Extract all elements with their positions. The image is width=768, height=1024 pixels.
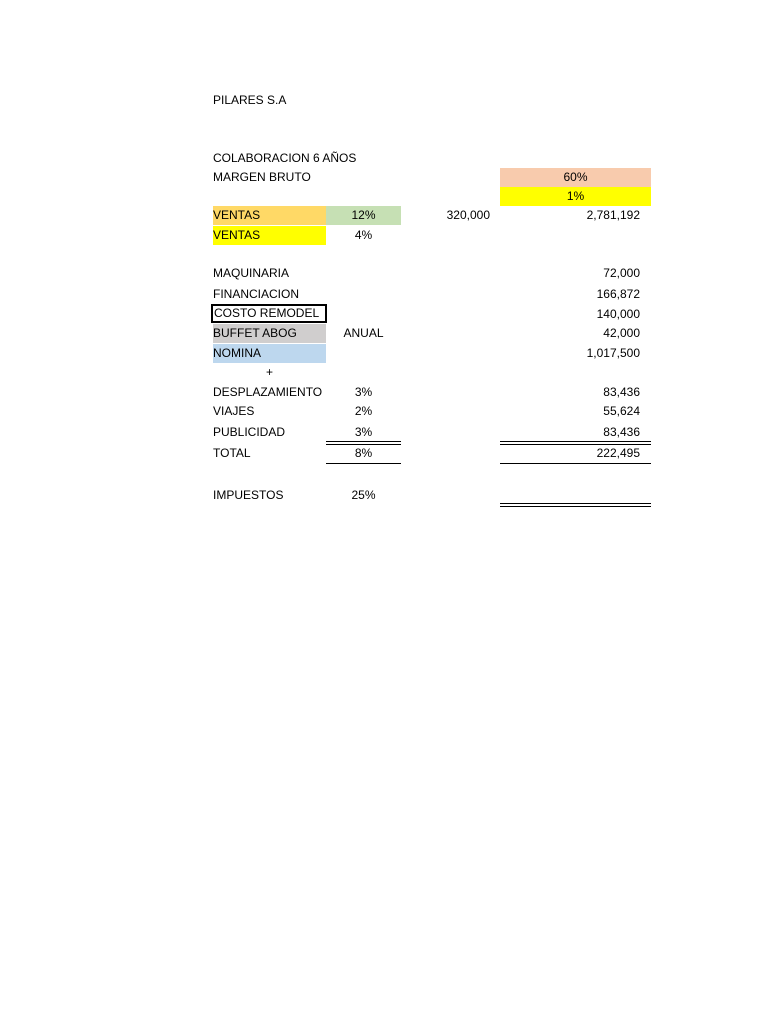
maquinaria-value: 72,000 — [603, 266, 640, 280]
publicidad-percent: 3% — [354, 425, 373, 439]
impuestos-label: IMPUESTOS — [213, 488, 284, 502]
margen-bruto-label: MARGEN BRUTO — [213, 170, 311, 184]
anual-label: ANUAL — [343, 326, 384, 340]
financiacion-label: FINANCIACION — [213, 287, 300, 301]
colaboracion-label: COLABORACION 6 AÑOS — [213, 151, 357, 165]
publicidad-value: 83,436 — [603, 425, 640, 439]
margen-bruto-percent: 60% — [500, 168, 651, 187]
costo-remodel-value: 140,000 — [596, 307, 640, 321]
publicidad-label: PUBLICIDAD — [213, 425, 286, 439]
plus-sign: + — [265, 365, 273, 379]
viajes-percent: 2% — [354, 404, 373, 418]
costo-remodel-label: COSTO REMODEL — [211, 304, 327, 323]
total-value-underline — [500, 463, 651, 464]
ventas-label-2: VENTAS — [213, 226, 326, 245]
nomina-value: 1,017,500 — [586, 346, 640, 360]
maquinaria-label: MAQUINARIA — [213, 266, 290, 280]
total-label: TOTAL — [213, 446, 251, 460]
percent-double-line-top — [326, 441, 401, 442]
impuestos-double-line-top — [500, 503, 651, 504]
impuestos-percent: 25% — [351, 488, 376, 502]
value-double-line-top — [500, 441, 651, 442]
viajes-label: VIAJES — [213, 404, 255, 418]
total-percent-underline — [326, 463, 401, 464]
margen-sub-percent: 1% — [500, 187, 651, 206]
buffet-abog-label: BUFFET ABOG — [213, 324, 326, 343]
impuestos-double-line-bottom — [500, 506, 651, 507]
total-percent: 8% — [354, 446, 373, 460]
company-title: PILARES S.A — [213, 93, 287, 107]
ventas-percent-2: 4% — [354, 228, 373, 242]
financiacion-value: 166,872 — [596, 287, 640, 301]
viajes-value: 55,624 — [603, 404, 640, 418]
desplazamiento-percent: 3% — [354, 385, 373, 399]
ventas-base-value: 320,000 — [446, 208, 490, 222]
desplazamiento-value: 83,436 — [603, 385, 640, 399]
ventas-label-1: VENTAS — [213, 206, 326, 225]
total-value: 222,495 — [596, 446, 640, 460]
nomina-label: NOMINA — [213, 344, 326, 363]
ventas-percent-1: 12% — [326, 206, 401, 225]
desplazamiento-label: DESPLAZAMIENTO — [213, 385, 323, 399]
ventas-total-value: 2,781,192 — [586, 208, 640, 222]
buffet-abog-value: 42,000 — [603, 326, 640, 340]
